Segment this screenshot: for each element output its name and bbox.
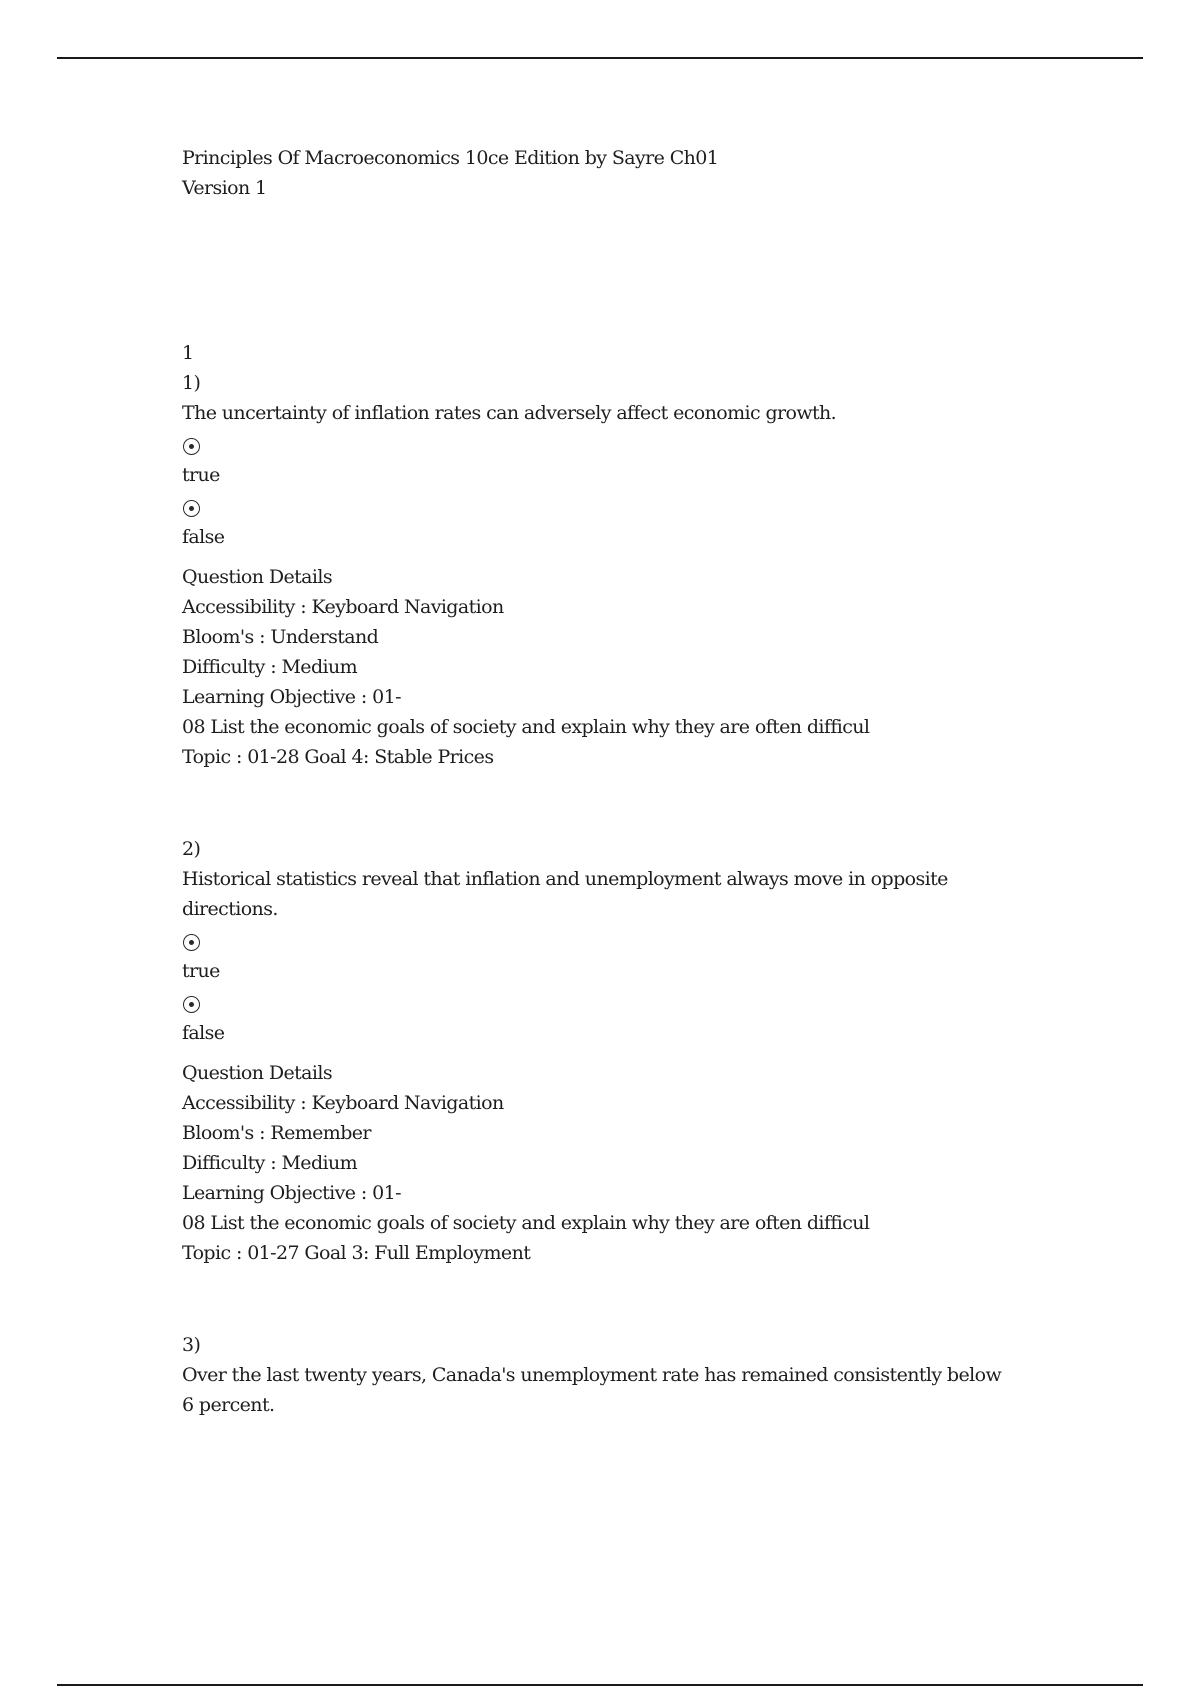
detail-difficulty: Difficulty : Medium bbox=[182, 1152, 358, 1174]
detail-topic: Topic : 01-28 Goal 4: Stable Prices bbox=[182, 746, 494, 768]
question-number: 1) bbox=[182, 372, 201, 394]
detail-difficulty: Difficulty : Medium bbox=[182, 656, 358, 678]
detail-learning-objective: Learning Objective : 01- bbox=[182, 686, 401, 708]
radio-true[interactable] bbox=[183, 438, 200, 455]
detail-learning-objective: Learning Objective : 01- bbox=[182, 1182, 401, 1204]
radio-true[interactable] bbox=[183, 934, 200, 951]
question-text: The uncertainty of inflation rates can adversely affect economic growth. bbox=[182, 402, 837, 424]
document-body bbox=[182, 143, 1082, 1420]
question-text: Historical statistics reveal that inflation and unemployment always move in opposite directions. bbox=[182, 868, 948, 920]
option-label-true: true bbox=[182, 960, 220, 982]
option-label-false: false bbox=[182, 1022, 225, 1044]
question-details bbox=[182, 1058, 1082, 1268]
detail-accessibility: Accessibility : Keyboard Navigation bbox=[182, 1092, 504, 1114]
question-3 bbox=[182, 1330, 1082, 1420]
detail-blooms: Bloom's : Understand bbox=[182, 626, 379, 648]
detail-learning-objective-cont: 08 List the economic goals of society and explain why they are often difficul bbox=[182, 1212, 870, 1234]
radio-false[interactable] bbox=[183, 500, 200, 517]
page-number: 1 bbox=[182, 342, 194, 364]
option-label-true: true bbox=[182, 464, 220, 486]
document-version: Version 1 bbox=[182, 177, 267, 199]
question-number: 3) bbox=[182, 1334, 201, 1356]
question-number: 2) bbox=[182, 838, 201, 860]
detail-learning-objective-cont: 08 List the economic goals of society and explain why they are often difficul bbox=[182, 716, 870, 738]
details-heading: Question Details bbox=[182, 566, 332, 588]
details-heading: Question Details bbox=[182, 1062, 332, 1084]
question-1 bbox=[182, 368, 1082, 772]
radio-false[interactable] bbox=[183, 996, 200, 1013]
question-text: Over the last twenty years, Canada's unemployment rate has remained consistently below 6 percent. bbox=[182, 1364, 1002, 1416]
document-title: Principles Of Macroeconomics 10ce Edition by Sayre Ch01 bbox=[182, 147, 719, 169]
detail-accessibility: Accessibility : Keyboard Navigation bbox=[182, 596, 504, 618]
bottom-rule bbox=[57, 1684, 1143, 1686]
detail-topic: Topic : 01-27 Goal 3: Full Employment bbox=[182, 1242, 531, 1264]
question-details bbox=[182, 562, 1082, 772]
option-label-false: false bbox=[182, 526, 225, 548]
question-2 bbox=[182, 834, 1082, 1268]
top-rule bbox=[57, 57, 1143, 59]
detail-blooms: Bloom's : Remember bbox=[182, 1122, 371, 1144]
